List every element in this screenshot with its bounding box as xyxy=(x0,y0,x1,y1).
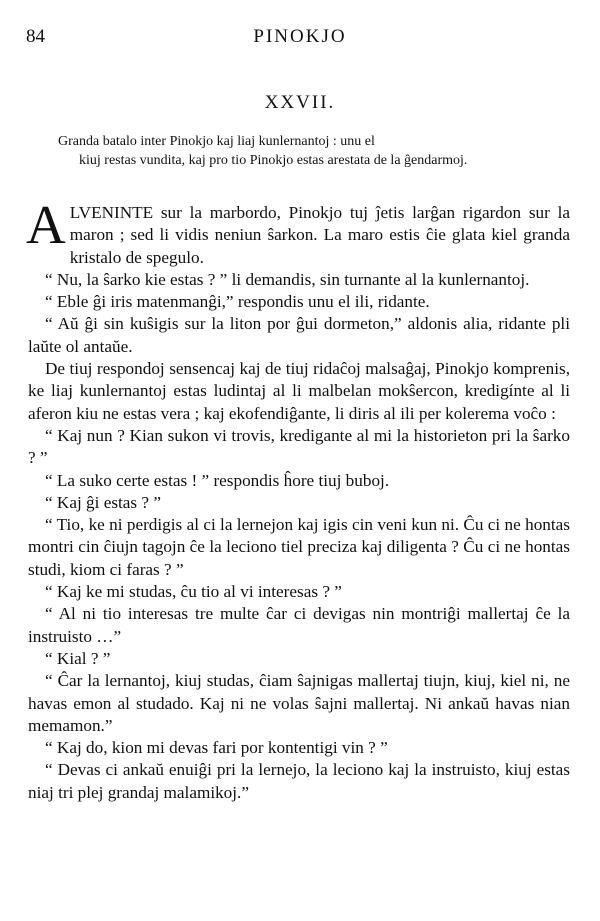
paragraph: “ Aŭ ĝi sin kuŝigis sur la liton por ĝui dormeton,” aldonis alia, ridante pli laŭte ol antaŭe. xyxy=(28,314,570,356)
summary-line-first: Granda batalo inter Pinokjo kaj liaj kunlernantoj : unu el xyxy=(58,134,375,149)
paragraph: “ Kaj ĝi estas ? ” xyxy=(45,492,161,512)
paragraph: “ Eble ĝi iris matenmanĝi,” respondis unu el ili, ridante. xyxy=(45,292,430,312)
summary-line-rest: kiuj restas vundita, kaj pro tio Pinokjo estas arestata de la ĝendarmoj. xyxy=(79,153,468,168)
chapter-number: XXVII. xyxy=(264,92,336,113)
paragraph: “ Al ni tio interesas tre multe ĉar ci devigas nin montriĝi mallertaj ĉe la instruisto …” xyxy=(28,604,570,646)
paragraph: De tiuj respondoj sensencaj kaj de tiuj ridaĉoj malsaĝaj, Pinokjo komprenis, ke liaj kunlernantoj estas ludintaj al li malbelan mokŝercon, kredigínte al li aferon kiu ne estas vera ; kaj ekofendiĝante, li diris al ili per kolerema voĉo : xyxy=(28,359,570,423)
paragraph: “ Tio, ke ni perdigis al ci la lernejon kaj igis cin veni kun ni. Ĉu ci ne hontas montri cin ĉiujn tagojn ĉe la leciono tiel preciza kaj diligenta ? Ĉu ci ne hontas studi, kiom ci faras ? ” xyxy=(28,515,570,579)
first-paragraph xyxy=(26,194,570,269)
paragraph: “ Nu, la ŝarko kie estas ? ” li demandis, sin turnante al la kunlernantoj. xyxy=(45,269,530,289)
paragraph: “ Kaj ke mi studas, ĉu tio al vi interesas ? ” xyxy=(45,582,342,602)
paragraph: “ Devas ci ankaŭ enuiĝi pri la lernejo, la leciono kaj la instruisto, kiuj estas niaj tri plej grandaj malamikoj.” xyxy=(28,760,570,802)
running-title: PINOKJO xyxy=(253,26,347,47)
page-number: 84 xyxy=(26,26,45,47)
first-paragraph-text: LVENINTE sur la marbordo, Pinokjo tuj ĵetis larĝan rigardon sur la maron ; sed li vidis neniun ŝarkon. La maro estis ĉie glata kiel granda kristalo de spegulo. xyxy=(69,203,570,267)
paragraph: “ Kaj do, kion mi devas fari por kontentigi vin ? ” xyxy=(45,738,388,758)
paragraph: “ La suko certe estas ! ” respondis ĥore tiuj buboj. xyxy=(45,470,390,490)
drop-cap: A xyxy=(26,194,66,255)
paragraph: “ Kaj nun ? Kian sukon vi trovis, kredigante al mi la historieton pri la ŝarko ? ” xyxy=(28,425,570,468)
body-text xyxy=(26,194,570,804)
paragraph: “ Ĉar la lernantoj, kiuj studas, ĉiam ŝajnigas mallertaj tiujn, kiuj, kiel ni, ne havas emon al studado. Kaj ni ne volas ŝajni mallertaj. Ni ankaŭ havas nian memamon.” xyxy=(28,671,570,735)
paragraph: “ Kial ? ” xyxy=(45,648,111,668)
chapter-summary xyxy=(58,132,500,170)
page-header xyxy=(26,26,574,54)
